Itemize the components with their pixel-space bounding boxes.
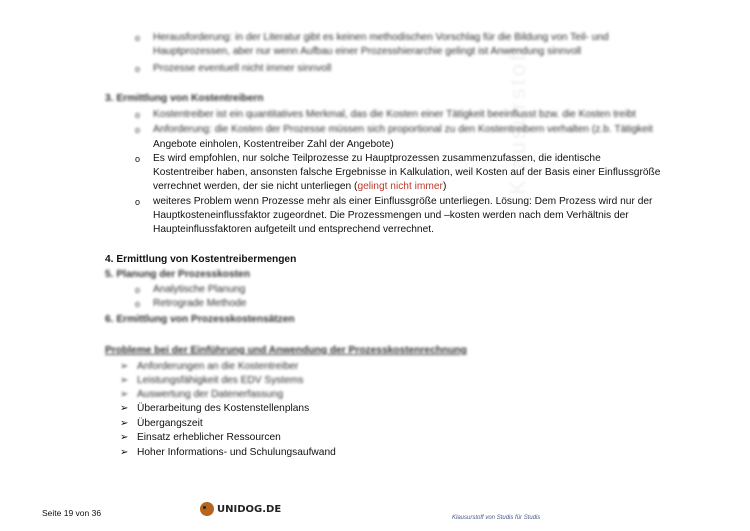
list-item: Leistungsfähigkeit des EDV Systems [137,375,304,386]
dog-icon [200,502,214,516]
bullet-circle-icon: o [135,299,141,309]
text-line: Hauptkosteneinflussfaktor zugeordnet. Die Prozessmengen und –kosten werden nach dem Verhältnis der [153,210,629,221]
section-heading: 6. Ermittlung von Prozesskostensätzen [105,314,295,325]
list-item: Übergangszeit [137,418,203,429]
arrow-bullet-icon: ➢ [120,361,129,372]
bullet-circle-icon: o [135,285,141,295]
list-item: Einsatz erheblicher Ressourcen [137,432,281,443]
highlight-red-text: gelingt nicht immer [357,181,443,192]
text-line: weiteres Problem wenn Prozesse mehr als einer Einflussgröße unterliegen. Lösung: Dem Prozess wird nur der [153,196,653,207]
bullet-circle-icon: o [135,64,141,74]
text-line: Kostentreiber haben, ansonsten falsche Ergebnisse in Kalkulation, weil Kosten auf der Basis einer Einflussgröße [153,167,661,178]
bullet-circle-icon: o [135,154,141,164]
section-heading: 4. Ermittlung von Kostentreibermengen [105,254,297,265]
text-line: Retrograde Methode [153,298,247,309]
list-item: Auswertung der Datenerfassung [137,389,284,400]
arrow-bullet-icon: ➢ [120,418,129,429]
text-line: Prozesse eventuell nicht immer sinnvoll [153,63,332,74]
bullet-circle-icon: o [135,110,141,120]
text-line: verrechnet werden, der sie nicht unterliegen (gelingt nicht immer) [153,181,447,192]
list-item: Überarbeitung des Kostenstellenplans [137,403,310,414]
text-line: Hauptprozessen, aber nur wenn Aufbau einer Prozesshierarchie gelingt ist Anwendung sinnvoll [153,46,582,57]
watermark: Klausurstoff [505,43,530,195]
list-item: Anforderungen an die Kostentreiber [137,361,299,372]
arrow-bullet-icon: ➢ [120,403,129,414]
text-line: Analytische Planung [153,284,246,295]
text-line: Herausforderung: in der Literatur gibt es keinen methodischen Vorschlag für die Bildung von Teil- und [153,32,609,43]
unidog-logo[interactable]: UNIDOG.DE [200,502,281,516]
text-line: Kostentreiber ist ein quantitatives Merkmal, das die Kosten einer Tätigkeit beeinflusst bzw. die Kosten treibt [153,109,636,120]
section-heading: 5. Planung der Prozesskosten [105,269,250,280]
page-number: Seite 19 von 36 [42,508,102,518]
text-line: Anforderung: die Kosten der Prozesse müssen sich proportional zu den Kostentreibern verhalten (z.b. Tätigkeit [153,124,653,135]
text-line: Haupteinflussfaktoren aufgeteilt und entsprechend verrechnet. [153,224,434,235]
text-line: Es wird empfohlen, nur solche Teilprozesse zu Hauptprozessen zusammenzufassen, die identische [153,153,601,164]
bullet-circle-icon: o [135,197,141,207]
problems-heading: Probleme bei der Einführung und Anwendung der Prozesskostenrechnung [105,345,467,356]
text-line: Angebote einholen, Kostentreiber Zahl der Angebote) [153,139,394,150]
arrow-bullet-icon: ➢ [120,389,129,400]
arrow-bullet-icon: ➢ [120,375,129,386]
bullet-circle-icon: o [135,33,141,43]
arrow-bullet-icon: ➢ [120,447,129,458]
section-heading: 3. Ermittlung von Kostentreibern [105,93,264,104]
list-item: Hoher Informations- und Schulungsaufwand [137,447,336,458]
arrow-bullet-icon: ➢ [120,432,129,443]
footer-tagline: Klausurstoff von Studis für Studis [452,515,541,521]
bullet-circle-icon: o [135,125,141,135]
